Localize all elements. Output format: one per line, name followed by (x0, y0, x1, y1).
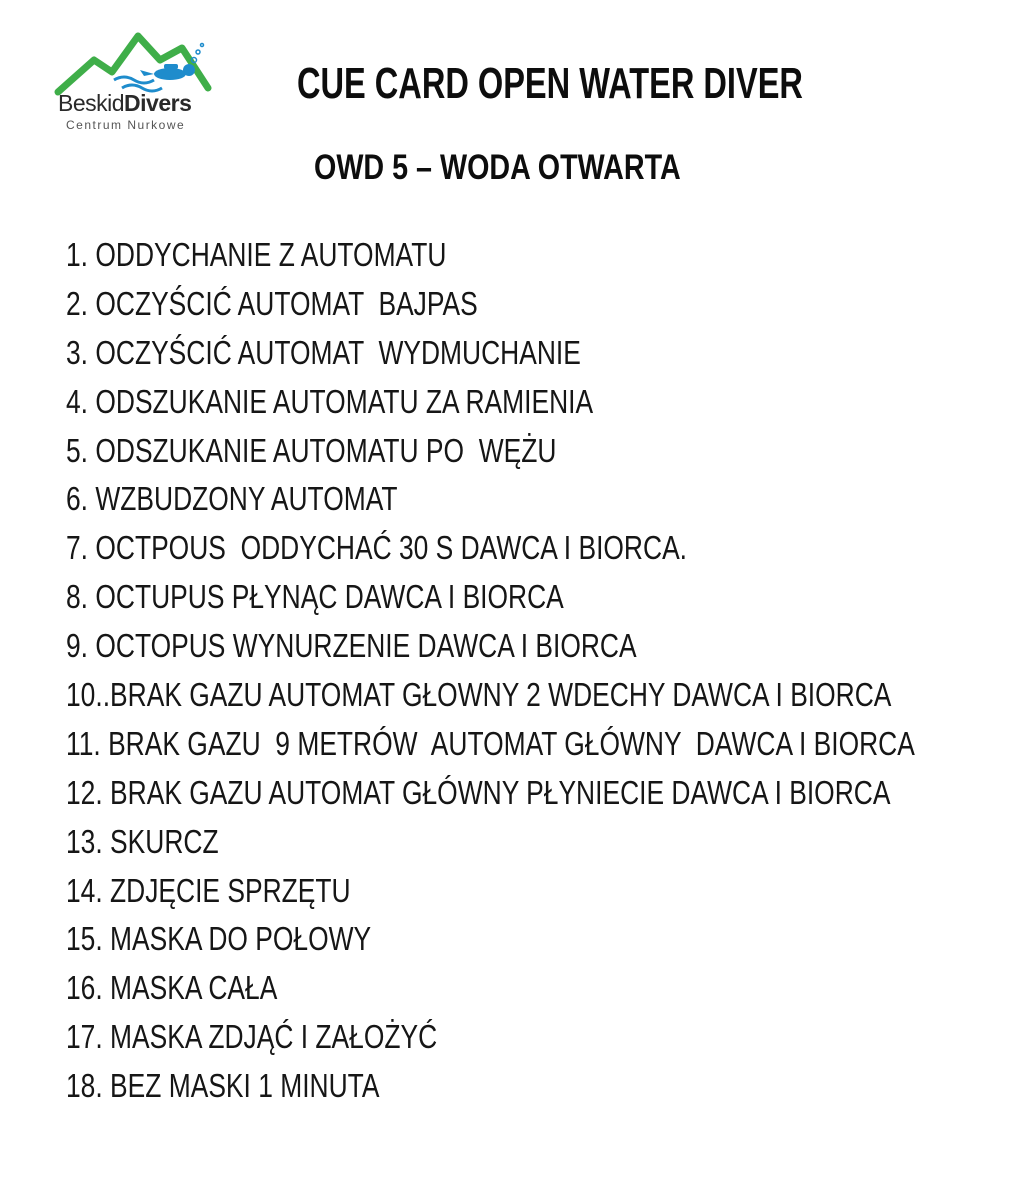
list-item: 3. OCZYŚCIĆ AUTOMAT WYDMUCHANIE (66, 333, 581, 371)
list-item: 18. BEZ MASKI 1 MINUTA (66, 1067, 380, 1105)
list-item: 2. OCZYŚCIĆ AUTOMAT BAJPAS (66, 284, 478, 322)
list-item: 16. MASKA CAŁA (66, 969, 278, 1007)
skill-list (66, 234, 1016, 1114)
list-item: 11. BRAK GAZU 9 METRÓW AUTOMAT GŁÓWNY DAWCA I BIORCA (66, 724, 915, 762)
logo-tagline: Centrum Nurkowe (66, 118, 186, 132)
list-item: 9. OCTOPUS WYNURZENIE DAWCA I BIORCA (66, 627, 637, 665)
logo-brand-bold: Divers (124, 90, 192, 116)
list-item: 5. ODSZUKANIE AUTOMATU PO WĘŻU (66, 431, 557, 469)
list-item: 15. MASKA DO POŁOWY (66, 920, 372, 958)
page-title: CUE CARD OPEN WATER DIVER (297, 59, 803, 108)
list-item: 8. OCTUPUS PŁYNĄC DAWCA I BIORCA (66, 578, 564, 616)
logo-wordmark (58, 90, 191, 117)
list-item: 1. ODDYCHANIE Z AUTOMATU (66, 236, 447, 273)
list-item: 6. WZBUDZONY AUTOMAT (66, 480, 398, 518)
page-subtitle: OWD 5 – WODA OTWARTA (314, 148, 681, 187)
list-item: 10..BRAK GAZU AUTOMAT GŁOWNY 2 WDECHY DAWCA I BIORCA (66, 676, 892, 714)
beskid-divers-logo (52, 30, 222, 140)
list-item: 14. ZDJĘCIE SPRZĘTU (66, 871, 351, 909)
list-item: 17. MASKA ZDJĄĆ I ZAŁOŻYĆ (66, 1018, 438, 1056)
list-item: 7. OCTPOUS ODDYCHAĆ 30 S DAWCA I BIORCA. (66, 529, 688, 567)
logo-brand-light: Beskid (58, 90, 125, 116)
list-item: 13. SKURCZ (66, 822, 219, 860)
list-item: 4. ODSZUKANIE AUTOMATU ZA RAMIENIA (66, 382, 594, 420)
list-item: 12. BRAK GAZU AUTOMAT GŁÓWNY PŁYNIECIE DAWCA I BIORCA (66, 773, 891, 811)
